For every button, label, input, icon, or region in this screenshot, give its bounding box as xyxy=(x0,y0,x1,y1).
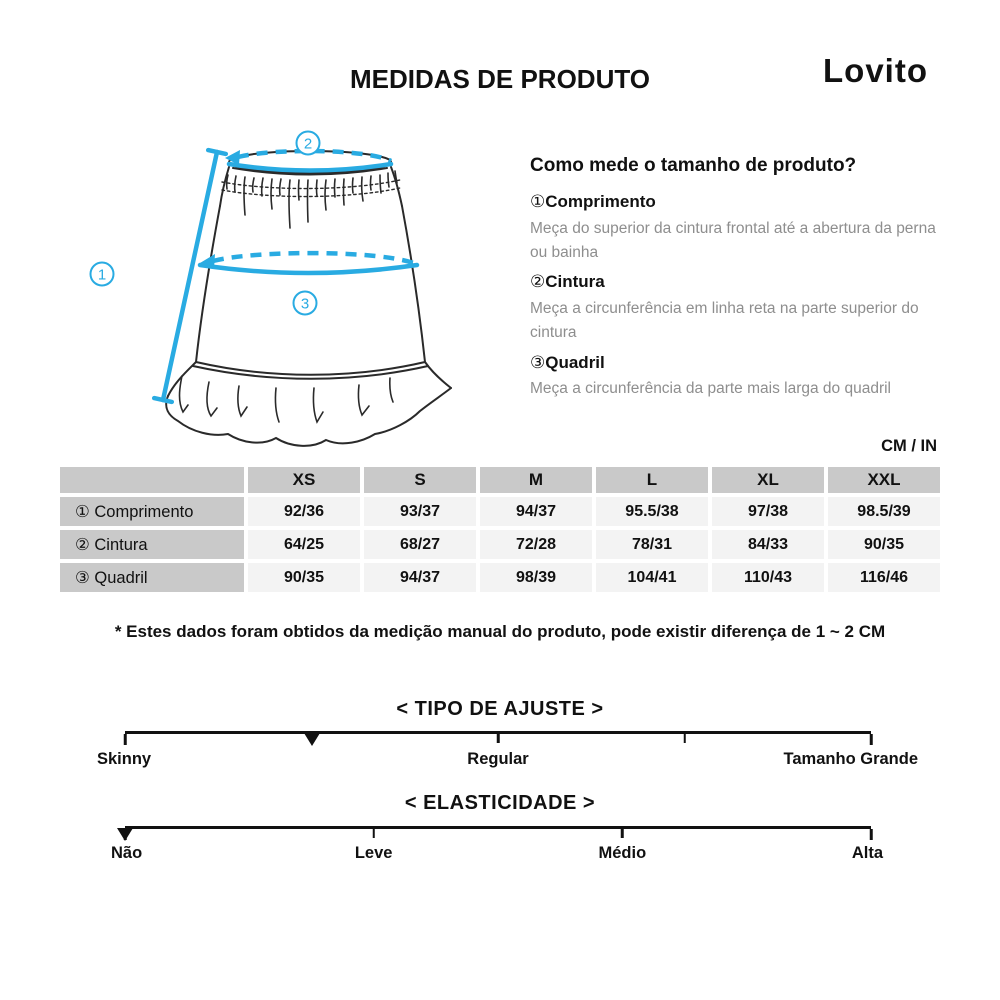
size-column-header: XS xyxy=(248,467,360,493)
fit-label-tamanho-grande: Tamanho Grande xyxy=(783,750,918,768)
size-column-header: M xyxy=(480,467,592,493)
size-value-cell: 92/36 xyxy=(248,497,360,526)
elasticity-scale-line xyxy=(125,826,871,840)
ruffle-folds xyxy=(180,376,394,422)
howto-item-label: Comprimento xyxy=(545,192,656,211)
fit-scale-labels xyxy=(97,750,918,770)
size-table xyxy=(56,463,944,596)
measurement-footnote: * Estes dados foram obtidos da medição manual do produto, pode existir diferença de 1 ~ 2 CM xyxy=(114,622,886,641)
fit-scale-line xyxy=(125,731,871,745)
howto-item-label: Quadril xyxy=(545,352,605,372)
fit-label-regular: Regular xyxy=(467,750,529,768)
size-column-header: XL xyxy=(712,467,824,493)
scale-tick xyxy=(124,734,127,745)
elasticity-label-alta: Alta xyxy=(851,844,883,862)
brand-logo: Lovito xyxy=(823,52,928,89)
size-value-cell: 64/25 xyxy=(248,530,360,559)
svg-text:3: 3 xyxy=(300,295,310,313)
size-value-cell: 97/38 xyxy=(712,497,824,526)
skirt-diagram xyxy=(70,120,510,460)
table-row xyxy=(60,563,940,592)
size-value-cell: 94/37 xyxy=(480,497,592,526)
table-header-row xyxy=(60,467,940,493)
size-column-header: L xyxy=(596,467,708,493)
size-value-cell: 94/37 xyxy=(364,563,476,592)
size-column-header: S xyxy=(364,467,476,493)
size-value-cell: 95.5/38 xyxy=(596,497,708,526)
howto-section xyxy=(530,155,950,407)
howto-item-desc: Meça a circunferência em linha reta na parte superior do cintura xyxy=(530,299,919,342)
howto-item-number: ② xyxy=(530,272,546,292)
size-value-cell: 116/46 xyxy=(828,563,940,592)
page-title: MEDIDAS DE PRODUTO xyxy=(350,64,650,94)
svg-text:1: 1 xyxy=(97,266,107,284)
size-value-cell: 93/37 xyxy=(364,497,476,526)
scale-tick xyxy=(372,829,375,838)
table-corner-cell xyxy=(60,467,244,493)
size-value-cell: 98/39 xyxy=(480,563,592,592)
size-value-cell: 90/35 xyxy=(828,530,940,559)
size-value-cell: 110/43 xyxy=(712,563,824,592)
elasticity-scale-marker xyxy=(117,828,133,841)
length-measure-line xyxy=(154,150,226,402)
svg-text:2: 2 xyxy=(303,135,313,153)
units-label: CM / IN xyxy=(881,437,937,455)
howto-item-desc: Meça a circunferência da parte mais larga do quadril xyxy=(530,380,891,398)
hip-measure-ellipse xyxy=(200,253,417,273)
elasticity-label-nao: Não xyxy=(111,844,143,862)
howto-item xyxy=(530,351,950,402)
elasticity-label-leve: Leve xyxy=(354,844,393,862)
row-label: ② Cintura xyxy=(60,530,244,559)
elasticity-scale-title: < ELASTICIDADE > xyxy=(404,792,596,814)
size-value-cell: 72/28 xyxy=(480,530,592,559)
circled-marker-2 xyxy=(297,132,320,155)
size-value-cell: 68/27 xyxy=(364,530,476,559)
circled-marker-1 xyxy=(91,263,114,286)
skirt-gathers xyxy=(222,171,400,228)
howto-item xyxy=(530,190,950,265)
size-value-cell: 90/35 xyxy=(248,563,360,592)
howto-item-desc: Meça do superior da cintura frontal até a abertura da perna ou bainha xyxy=(530,219,936,261)
scale-tick xyxy=(870,829,873,840)
fit-scale-title: < TIPO DE AJUSTE > xyxy=(396,698,604,720)
howto-item-label: Cintura xyxy=(545,272,605,292)
row-label: ① Comprimento xyxy=(60,497,244,526)
circled-marker-3 xyxy=(294,292,317,315)
elasticity-scale-labels xyxy=(111,844,883,864)
howto-item xyxy=(530,270,950,345)
size-value-cell: 104/41 xyxy=(596,563,708,592)
scale-tick xyxy=(621,829,624,838)
row-label: ③ Quadril xyxy=(60,563,244,592)
fit-scale-marker xyxy=(304,733,320,746)
scale-tick xyxy=(870,734,873,745)
size-value-cell: 78/31 xyxy=(596,530,708,559)
fit-label-skinny: Skinny xyxy=(97,750,152,768)
measure-annotations xyxy=(91,132,418,402)
size-value-cell: 98.5/39 xyxy=(828,497,940,526)
table-row xyxy=(60,497,940,526)
table-row xyxy=(60,530,940,559)
scale-tick xyxy=(683,734,686,743)
howto-item-number: ① xyxy=(530,192,546,211)
elasticity-label-medio: Médio xyxy=(598,844,647,862)
size-value-cell: 84/33 xyxy=(712,530,824,559)
howto-item-number: ③ xyxy=(530,352,546,372)
scale-tick xyxy=(497,734,500,743)
howto-heading: Como mede o tamanho de produto? xyxy=(530,155,857,176)
size-column-header: XXL xyxy=(828,467,940,493)
